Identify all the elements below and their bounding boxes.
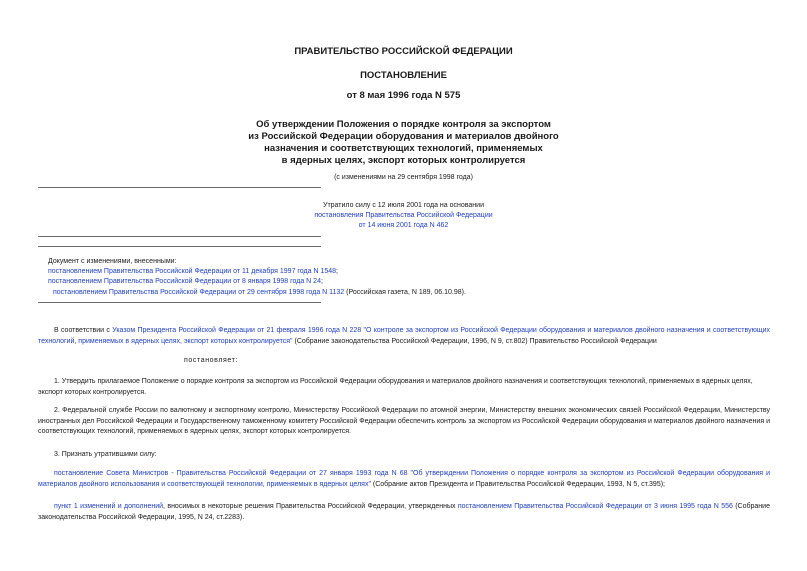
expired-text: Утратило силу с 12 июля 2001 года на основании <box>323 202 484 209</box>
paragraph-3a-rest: (Собрание актов Президента и Правительства Российской Федерации, 1993, N 5, ст.395); <box>370 480 665 488</box>
amendments-heading: Документ с изменениями, внесенными: <box>48 258 177 265</box>
amendment-link[interactable]: постановлением Правительства Российской Федерации от 29 сентября 1998 года N 1132 <box>53 289 345 296</box>
paragraph-3b-rest: (Собрание законодательства Российской Федерации, 1995, N 24, ст.2283). <box>38 503 770 521</box>
preamble-paragraph <box>38 326 770 347</box>
government-name: ПРАВИТЕЛЬСТВО РОССИЙСКОЙ ФЕДЕРАЦИИ <box>294 46 513 57</box>
amendment-suffix: (Российская газета, N 189, 06.10.98). <box>344 289 466 296</box>
amendment-link[interactable]: постановлением Правительства Российской Федерации от 8 января 1998 года N 24 <box>48 278 321 285</box>
document-title <box>0 119 807 167</box>
preamble-intro: В соответствии с <box>54 327 110 334</box>
amendment-link[interactable]: постановлением Правительства Российской Федерации от 11 декабря 1997 года N 1548 <box>48 268 337 275</box>
paragraph-1: 1. Утвердить прилагаемое Положение о порядке контроля за экспортом из Российской Федерации оборудования и материалов двойного назначения и соответствующих технологий, применяемых в ядерных целях, экспорт которых контролируется. <box>38 378 753 396</box>
preamble-link-ukaz[interactable]: Указом Президента Российской Федерации от 21 февраля 1996 года N 228 "О контроле за экспортом из Российской Федерации оборудования и материалов двойного назначения и соответствующих технологий, применяемых в ядерных целях, экспорт которых контролируется" <box>38 327 770 345</box>
paragraph-3a <box>38 469 770 490</box>
divider <box>38 246 321 247</box>
paragraph-3a-link[interactable]: постановление Совета Министров - Правительства Российской Федерации от 27 января 1993 года N 68 "Об утверждении Положения о порядке контроля за экспортом из Российской Федерации оборудования и материалов двойного использования и соответствующей технологии, применяемых в ядерных целях" <box>38 470 770 488</box>
preamble-rest: (Собрание законодательства Российской Федерации, 1996, N 9, ст.802) Правительство Российской Федерации <box>292 337 657 345</box>
title-line: Об утверждении Положения о порядке контроля за экспортом <box>256 119 551 130</box>
expired-link-date[interactable]: от 14 июня 2001 года N 462 <box>358 222 449 229</box>
document-date-number: от 8 мая 1996 года N 575 <box>346 90 461 101</box>
expired-link-decree[interactable]: постановления Правительства Российской Федерации <box>314 212 493 219</box>
divider <box>38 236 321 237</box>
amendment-item <box>48 278 323 285</box>
amendment-note: (с изменениями на 29 сентября 1998 года) <box>334 174 473 181</box>
paragraph-3b-link-item[interactable]: пункт 1 изменений и дополнений <box>54 503 164 510</box>
paragraph-3b <box>38 502 770 523</box>
paragraph-3b-mid: , вносимых в некоторые решения Правительства Российской Федерации, утвержденных <box>163 503 456 510</box>
title-line: в ядерных целях, экспорт которых контролируется <box>281 155 526 166</box>
amendment-suffix: ; <box>320 278 323 285</box>
amendment-item <box>53 289 466 296</box>
divider <box>38 302 321 303</box>
decree-word: постановляет: <box>184 357 239 364</box>
divider <box>38 187 321 188</box>
paragraph-3b-link-decree[interactable]: постановлением Правительства Российской Федерации от 3 июня 1995 года N 556 <box>457 503 733 510</box>
document-type: ПОСТАНОВЛЕНИЕ <box>360 70 447 81</box>
title-line: назначения и соответствующих технологий, применяемых <box>264 143 543 154</box>
amendment-item <box>48 268 338 275</box>
amendment-suffix: ; <box>336 268 338 275</box>
paragraph-3: 3. Признать утратившими силу: <box>54 451 157 458</box>
paragraph-2: 2. Федеральной службе России по валютному и экспортному контролю, Министерству Российской Федерации по атомной энергии, Министерству внешних экономических связей Российской Федерации, Министерству иностранных дел Российской Федерации и Государственному таможенному комитету Российской Федерации обеспечить контроль за экспортом из Российской Федерации оборудования и материалов двойного назначения и соответствующих технологий, применяемых в ядерных целях, экспорт которых контролируется. <box>38 407 770 435</box>
title-line: из Российской Федерации оборудования и материалов двойного <box>248 131 559 142</box>
